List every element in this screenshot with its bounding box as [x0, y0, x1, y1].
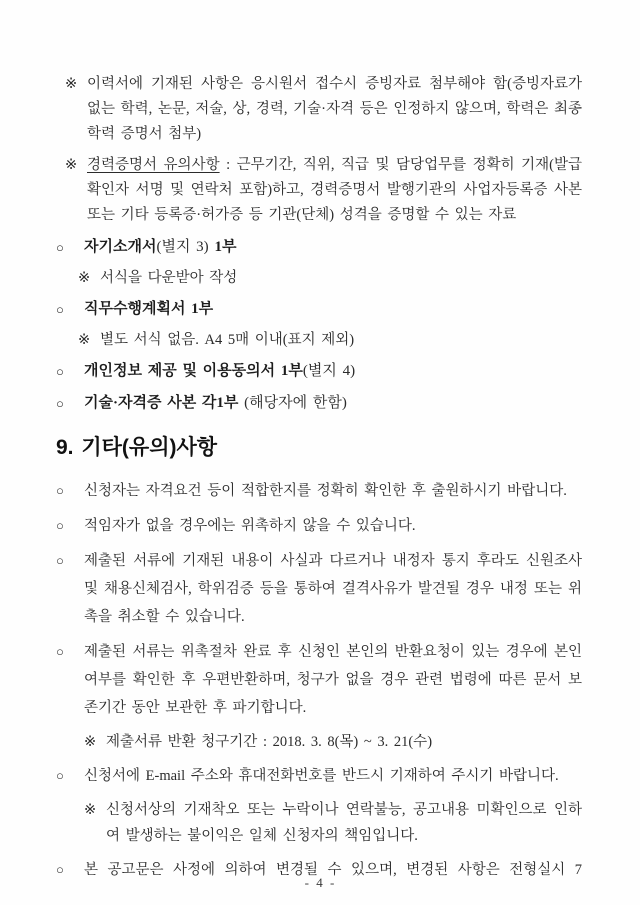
circle-bullet-icon: ○ — [56, 364, 64, 379]
reference-mark-icon: ※ — [65, 157, 78, 173]
underlined-phrase: 경력증명서 유의사항 — [87, 157, 220, 173]
attachment-note-career-cert — [56, 153, 582, 228]
circle-bullet-icon: ○ — [56, 483, 64, 498]
section9-item-document-return-text: 제출된 서류는 위촉절차 완료 후 신청인 본인의 반환요청이 있는 경우에 본인여부를 확인한 후 우편반환하며, 청구가 없을 경우 관련 법령에 따른 문서 보존기간 동안 보관한 후 파기합니다. — [84, 644, 582, 716]
section9-item-contact-info-text: 신청서에 E-mail 주소와 휴대전화번호를 반드시 기재하여 주시기 바랍니다. — [84, 768, 559, 784]
reference-mark-icon: ※ — [78, 332, 91, 348]
page-number: - 4 - — [304, 875, 336, 890]
reference-mark-icon: ※ — [84, 802, 97, 818]
reference-mark-icon: ※ — [84, 734, 97, 750]
attachment-item-license-copy — [56, 390, 582, 417]
item-bold-text: 기술·자격증 사본 각1부 — [84, 395, 239, 411]
attachment-item-privacy-consent — [56, 358, 582, 385]
attachment-item-privacy-consent-text — [84, 358, 582, 385]
circle-bullet-icon: ○ — [56, 862, 64, 877]
attachment-item-self-introduction-text — [84, 234, 582, 261]
circle-bullet-icon: ○ — [56, 768, 64, 783]
item-bold-text: 개인정보 제공 및 이용동의서 1부 — [84, 363, 303, 379]
section9-item-check-eligibility — [56, 477, 582, 505]
attachment-item-license-copy-text — [84, 390, 582, 417]
attachment-item-job-plan-text — [84, 296, 582, 323]
section9-item-document-return — [56, 638, 582, 722]
attachment-note-evidence-text: 이력서에 기재된 사항은 응시원서 접수시 증빙자료 첨부해야 함(증빙자료가 없는 학력, 논문, 저술, 상, 경력, 기술·자격 등은 인정하지 않으며, 학력은 최종학력 증명서 첨부) — [87, 76, 582, 142]
item-bold-text: 1부 — [208, 239, 237, 255]
circle-bullet-icon: ○ — [56, 240, 64, 255]
item-bold-text: 직무수행계획서 1부 — [84, 301, 214, 317]
circle-bullet-icon: ○ — [56, 396, 64, 411]
attachment-subnote-no-form-text: 별도 서식 없음. A4 5매 이내(표지 제외) — [100, 332, 355, 348]
section9-note-contact-responsibility — [56, 797, 582, 849]
section-9-title: 9. 기타(유의)사항 — [56, 436, 218, 459]
item-regular-text: (별지 3) — [156, 239, 209, 255]
circle-bullet-icon: ○ — [56, 553, 64, 568]
attachment-subnote-download-form — [56, 266, 582, 291]
circle-bullet-icon: ○ — [56, 518, 64, 533]
section9-item-contact-info — [56, 762, 582, 790]
attachment-note-career-cert-text — [87, 153, 582, 228]
section9-item-cancel-appointment — [56, 547, 582, 631]
item-bold-text: 자기소개서 — [84, 239, 157, 255]
section9-item-check-eligibility-text: 신청자는 자격요건 등이 적합한지를 정확히 확인한 후 출원하시기 바랍니다. — [84, 483, 567, 499]
item-regular-text: (해당자에 한함) — [238, 395, 347, 411]
attachment-note-evidence — [56, 72, 582, 147]
section9-item-no-suitable-person — [56, 512, 582, 540]
attachment-subnote-download-form-text: 서식을 다운받아 작성 — [100, 270, 238, 286]
section9-item-notice-change-text: 본 공고문은 사정에 의하여 변경될 수 있으며, 변경된 사항은 전형실시 7 — [84, 862, 582, 878]
note-rest-text: : 근무기간, 직위, 직급 및 담당업무를 정확히 기재(발급 확인자 서명 및 연락처 포함)하고, 경력증명서 발행기관의 사업자등록증 사본 또는 기타 등록증·허가증 등 기관(단체) 성격을 증명할 수 있는 자료 — [87, 157, 582, 223]
section9-note-return-period — [56, 729, 582, 755]
reference-mark-icon: ※ — [65, 76, 78, 92]
attachment-item-job-plan — [56, 296, 582, 323]
attachment-item-self-introduction — [56, 234, 582, 261]
section9-item-no-suitable-person-text: 적임자가 없을 경우에는 위촉하지 않을 수 있습니다. — [84, 518, 416, 534]
circle-bullet-icon: ○ — [56, 644, 64, 659]
section9-note-return-period-text: 제출서류 반환 청구기간 : 2018. 3. 8(목) ~ 3. 21(수) — [106, 734, 433, 750]
reference-mark-icon: ※ — [78, 270, 91, 286]
circle-bullet-icon: ○ — [56, 302, 64, 317]
attachment-subnote-no-form — [56, 328, 582, 353]
section9-note-contact-responsibility-text: 신청서상의 기재착오 또는 누락이나 연락불능, 공고내용 미확인으로 인하여 발생하는 불이익은 일체 신청자의 책임입니다. — [106, 802, 582, 844]
item-regular-text: (별지 4) — [302, 363, 356, 379]
section9-item-cancel-appointment-text: 제출된 서류에 기재된 내용이 사실과 다르거나 내정자 통지 후라도 신원조사 및 채용신체검사, 학위검증 등을 통하여 결격사유가 발견될 경우 내정 또는 위촉을 취소할 수 있습니다. — [84, 553, 582, 625]
